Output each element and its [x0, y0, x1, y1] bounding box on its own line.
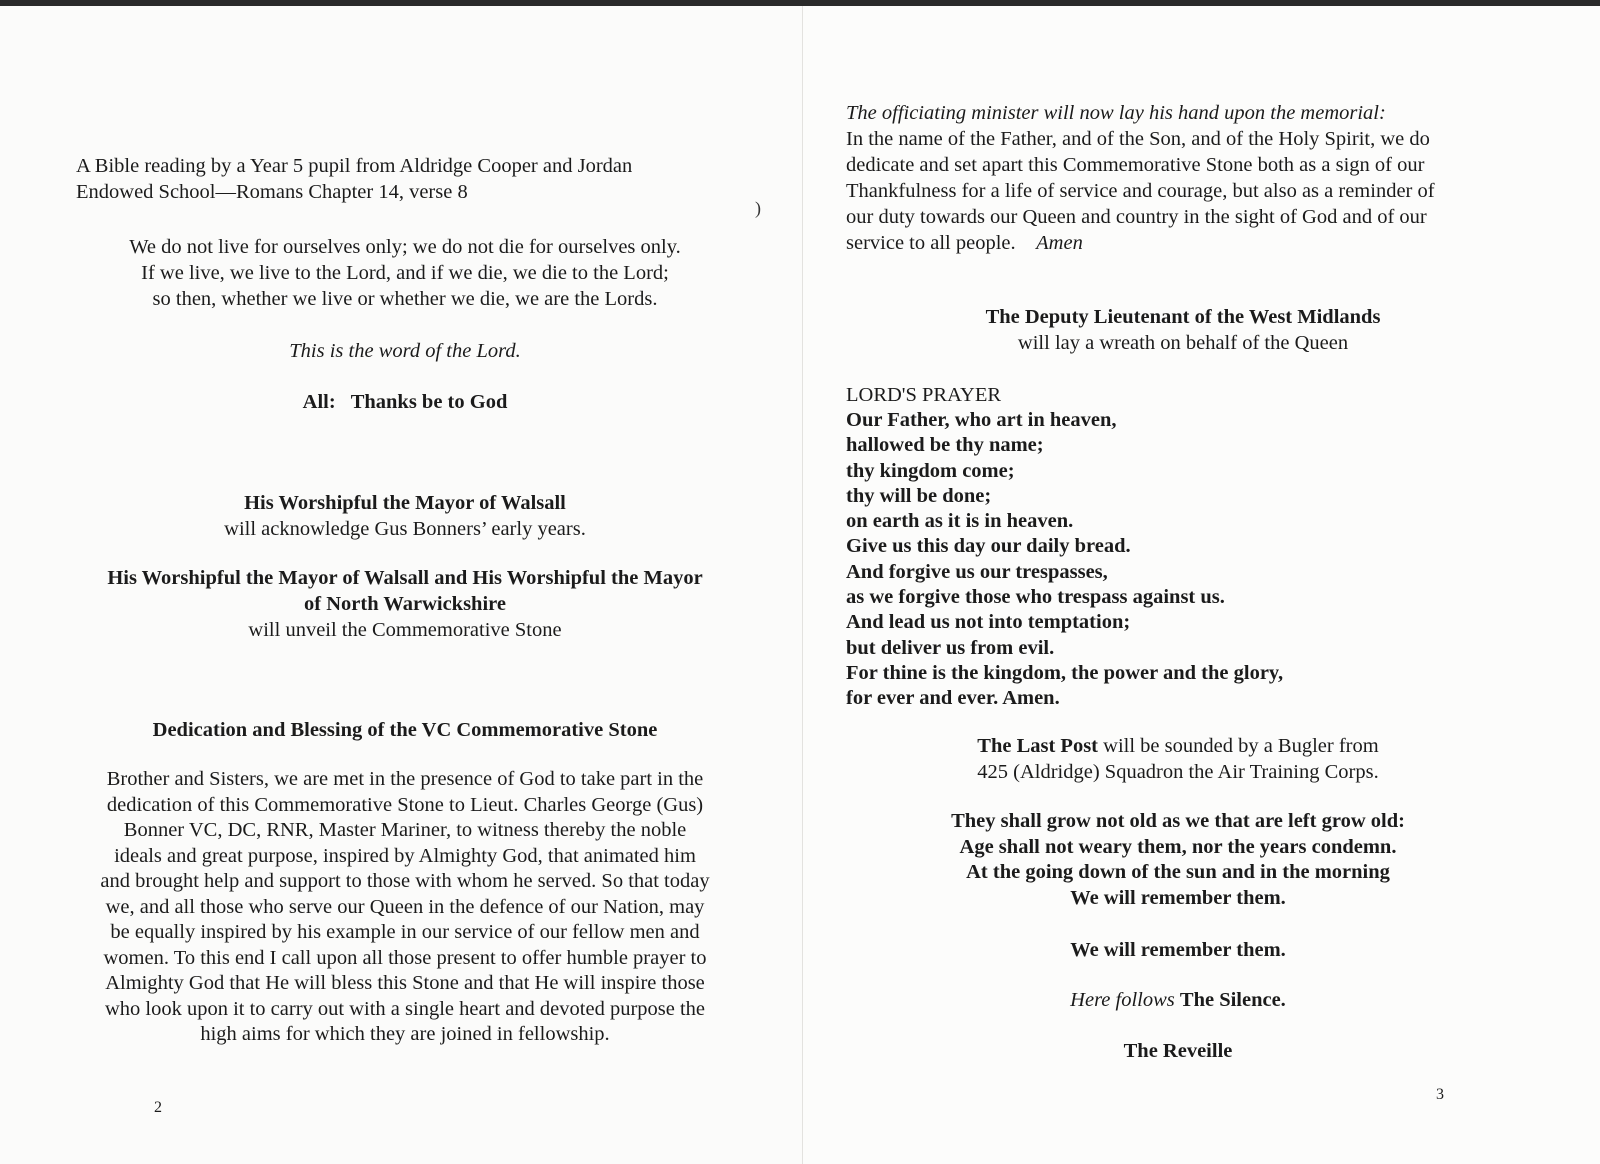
last-post-text: will be sounded by a Bugler from [1103, 735, 1379, 757]
dedication-heading: Dedication and Blessing of the VC Commemorative Stone [152, 719, 658, 741]
dedication-prayer-line: Thankfulness for a life of service and courage, but also as a reminder of [846, 180, 1435, 202]
mayors-action: will unveil the Commemorative Stone [248, 619, 562, 641]
dedication-line: be equally inspired by his example in our service of our fellow men and [110, 921, 700, 943]
prayer-line: on earth as it is in heaven. [846, 510, 1074, 533]
scripture-line: If we live, we live to the Lord, and if we die, we die to the Lord; [141, 262, 669, 284]
deputy-action: will lay a wreath on behalf of the Queen [1017, 332, 1349, 354]
prayer-line: Our Father, who art in heaven, [846, 409, 1117, 431]
dedication-prayer-line: dedicate and set apart this Commemorative Stone both as a sign of our [846, 154, 1425, 176]
page-number-left: 2 [154, 1099, 162, 1116]
last-post-title: The Last Post [977, 735, 1099, 757]
mayors-title-line: His Worshipful the Mayor of Walsall and His Worshipful the Mayor [107, 567, 703, 589]
dedication-line: who look upon it to carry out with a single heart and devoted purpose the [104, 997, 706, 1020]
dedication-prayer [846, 126, 1546, 256]
silence-line [828, 987, 1528, 1013]
prayer-line: And forgive us our trespasses, [846, 560, 1108, 583]
reveille: The Reveille [1123, 1040, 1233, 1062]
dedication-line: high aims for which they are joined in fellowship. [200, 1023, 610, 1045]
mayors-title-line: of North Warwickshire [304, 593, 506, 615]
dedication-prayer-line: our duty towards our Queen and country in the sight of God and of our [846, 206, 1427, 228]
prayer-line: And lead us not into temptation; [846, 611, 1131, 634]
exhortation-line: We will remember them. [1070, 886, 1286, 909]
dedication-line: we, and all those who serve our Queen in the defence of our Nation, may [105, 895, 705, 918]
response-text: Thanks be to God [350, 391, 508, 413]
deputy-section [833, 304, 1533, 356]
prayer-line: hallowed be thy name; [846, 434, 1044, 457]
response-label: All: [302, 391, 336, 413]
dedication-line: Bonner VC, DC, RNR, Master Mariner, to witness thereby the noble [123, 819, 687, 841]
dedication-text [60, 767, 750, 1048]
deputy-title: The Deputy Lieutenant of the West Midlands [985, 306, 1381, 328]
remember-response: We will remember them. [1070, 939, 1286, 961]
exhortation [828, 809, 1528, 911]
prayer-line: as we forgive those who trespass against us. [846, 586, 1225, 609]
exhortation-line: They shall grow not old as we that are left grow old: [951, 810, 1405, 832]
amen-text: Amen [1036, 232, 1083, 254]
scripture-line: so then, whether we live or whether we die, we are the Lords. [152, 288, 658, 310]
reading-intro-line: A Bible reading by a Year 5 pupil from Aldridge Cooper and Jordan [76, 155, 633, 177]
right-page [803, 6, 1600, 1164]
scripture-reading [60, 234, 750, 312]
scripture-line: We do not live for ourselves only; we do not die for ourselves only. [129, 236, 681, 258]
left-page [0, 6, 803, 1164]
silence-italic: Here follows [1070, 989, 1175, 1011]
mayor-title: His Worshipful the Mayor of Walsall [244, 492, 566, 514]
mayor-action: will acknowledge Gus Bonners’ early years. [224, 518, 586, 540]
prayer-line: thy kingdom come; [846, 459, 1015, 482]
page-number-right: 3 [1436, 1086, 1444, 1103]
last-post-line-2: 425 (Aldridge) Squadron the Air Training Corps. [977, 761, 1379, 783]
silence-bold: The Silence. [1179, 989, 1286, 1011]
dedication-line: dedication of this Commemorative Stone to Lieut. Charles George (Gus) [106, 793, 704, 816]
dedication-line: Almighty God that He will bless this Stone and that He will inspire those [105, 972, 705, 994]
prayer-line: thy will be done; [846, 484, 992, 507]
dedication-prayer-last-line [846, 230, 1546, 256]
congregation-response [60, 389, 750, 415]
prayer-line: Give us this day our daily bread. [846, 535, 1131, 558]
reading-intro-line: Endowed School—Romans Chapter 14, verse 8 [76, 181, 468, 203]
dedication-line: and brought help and support to those with whom he served. So that today [100, 870, 710, 892]
dedication-line: ideals and great purpose, inspired by Almighty God, that animated him [114, 844, 696, 867]
mayors-section [60, 565, 750, 643]
exhortation-line: At the going down of the sun and in the morning [966, 861, 1390, 883]
prayer-line: for ever and ever. Amen. [846, 687, 1060, 710]
dedication-prayer-line: In the name of the Father, and of the Son, and of the Holy Spirit, we do [846, 128, 1430, 150]
word-of-lord: This is the word of the Lord. [289, 340, 521, 362]
dedication-prayer-last-text: service to all people. [846, 232, 1016, 254]
prayer-line: but deliver us from evil. [846, 636, 1055, 659]
dedication-line: Brother and Sisters, we are met in the presence of God to take part in the [106, 768, 704, 790]
last-post-section [828, 733, 1528, 785]
reading-intro [76, 153, 776, 205]
last-post-line [828, 733, 1528, 759]
mayor-section [60, 490, 750, 542]
stray-mark: ) [755, 198, 761, 218]
prayer-heading: LORD'S PRAYER [846, 384, 1002, 406]
lords-prayer [846, 408, 1546, 712]
exhortation-line: Age shall not weary them, nor the years condemn. [959, 835, 1397, 858]
prayer-line: For thine is the kingdom, the power and the glory, [846, 661, 1284, 684]
dedication-line: women. To this end I call upon all those present to offer humble prayer to [103, 946, 707, 969]
minister-instruction: The officiating minister will now lay his hand upon the memorial: [846, 102, 1386, 124]
